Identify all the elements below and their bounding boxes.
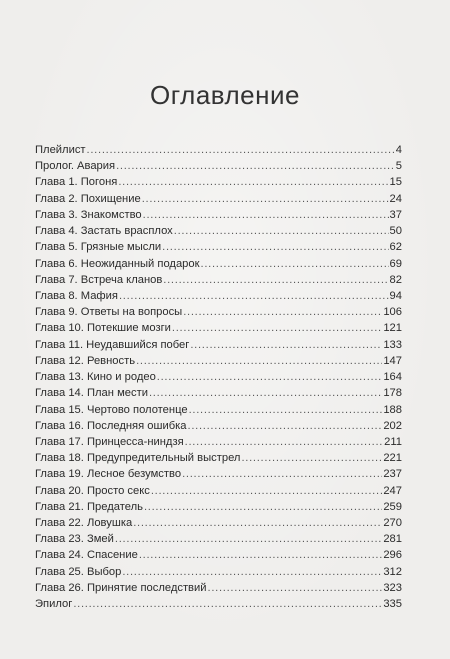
toc-entry <box>35 564 402 580</box>
toc-entry <box>35 580 402 596</box>
toc-dot-leader <box>201 256 389 272</box>
toc-entry <box>35 450 402 466</box>
toc-entry <box>35 174 402 190</box>
toc-entry-title: Глава 17. Принцесса-ниндзя <box>35 435 184 448</box>
toc-entry <box>35 288 402 304</box>
toc-entry-title: Глава 6. Неожиданный подарок <box>35 257 200 270</box>
toc-entry-title: Глава 2. Похищение <box>35 192 141 205</box>
toc-entry-page: 62 <box>389 241 402 254</box>
toc-entry <box>35 369 402 385</box>
toc-entry-page: 24 <box>389 192 402 205</box>
toc-entry-title: Глава 19. Лесное безумство <box>35 468 182 481</box>
toc-entry-page: 69 <box>389 257 402 270</box>
toc-entry-page: 133 <box>383 338 402 351</box>
toc-dot-leader <box>119 288 389 304</box>
toc-entry <box>35 191 402 207</box>
toc-entry-title: Глава 20. Просто секс <box>35 484 150 497</box>
toc-entry-title: Глава 10. Потекшие мозги <box>35 322 171 335</box>
toc-dot-leader <box>133 515 382 531</box>
toc-entry <box>35 483 402 499</box>
toc-dot-leader <box>115 531 382 547</box>
toc-entry <box>35 158 402 174</box>
toc-entry <box>35 515 402 531</box>
toc-entry-title: Глава 9. Ответы на вопросы <box>35 306 183 319</box>
toc-entry-page: 296 <box>383 549 402 562</box>
toc-dot-leader <box>143 207 389 223</box>
toc-entry-page: 106 <box>383 306 402 319</box>
toc-entry-page: 94 <box>389 289 402 302</box>
page-title: Оглавление <box>150 80 300 110</box>
toc-entry-title: Глава 5. Грязные мысли <box>35 241 162 254</box>
toc-entry <box>35 223 402 239</box>
toc-dot-leader <box>73 596 382 612</box>
toc-entry-title: Глава 21. Предатель <box>35 500 143 513</box>
toc-entry <box>35 142 402 158</box>
toc-entry-page: 270 <box>383 517 402 530</box>
toc-entry <box>35 353 402 369</box>
toc-entry-page: 211 <box>384 435 402 448</box>
toc-dot-leader <box>157 369 383 385</box>
toc-entry-page: 281 <box>383 533 402 546</box>
toc-entry <box>35 320 402 336</box>
toc-entry <box>35 434 402 450</box>
toc-dot-leader <box>208 580 383 596</box>
toc-dot-leader <box>142 191 389 207</box>
toc-dot-leader <box>118 174 388 190</box>
toc-entry-page: 259 <box>383 500 402 513</box>
toc-dot-leader <box>122 564 382 580</box>
toc-entry-title: Эпилог <box>35 598 73 611</box>
toc-entry <box>35 207 402 223</box>
toc-dot-leader <box>174 223 389 239</box>
toc-entry-title: Пролог. Авария <box>35 160 116 173</box>
toc-dot-leader <box>185 434 384 450</box>
toc-dot-leader <box>241 450 382 466</box>
toc-entry-page: 178 <box>383 387 402 400</box>
toc-entry-title: Глава 18. Предупредительный выстрел <box>35 452 241 465</box>
toc-entry-page: 312 <box>383 565 402 578</box>
toc-dot-leader <box>188 418 383 434</box>
toc-entry-title: Глава 15. Чертово полотенце <box>35 403 188 416</box>
toc-entry <box>35 418 402 434</box>
toc-entry-page: 323 <box>383 581 402 594</box>
toc-entry <box>35 239 402 255</box>
toc-entry-title: Глава 1. Погоня <box>35 176 118 189</box>
toc-dot-leader <box>182 466 382 482</box>
toc-entry-title: Глава 7. Встреча кланов <box>35 273 163 286</box>
toc-entry-page: 164 <box>383 371 402 384</box>
toc-entry-page: 5 <box>395 160 402 173</box>
toc-dot-leader <box>149 385 382 401</box>
toc-entry-title: Глава 14. План мести <box>35 387 148 400</box>
toc-entry-page: 188 <box>383 403 402 416</box>
toc-dot-leader <box>87 142 395 158</box>
toc-entry-title: Плейлист <box>35 144 86 156</box>
toc-entry-page: 121 <box>383 322 402 335</box>
toc-entry-title: Глава 16. Последняя ошибка <box>35 419 187 432</box>
toc-entry-title: Глава 23. Змей <box>35 533 114 546</box>
toc-entry-title: Глава 11. Неудавшийся побег <box>35 338 190 351</box>
toc-entry <box>35 499 402 515</box>
toc-entry-page: 247 <box>383 484 402 497</box>
toc-dot-leader <box>190 337 382 353</box>
toc-entry-page: 15 <box>389 176 402 189</box>
toc-entry <box>35 547 402 563</box>
toc-dot-leader <box>172 320 382 336</box>
toc-entry-page: 50 <box>389 225 402 238</box>
table-of-contents <box>35 142 402 612</box>
toc-entry-title: Глава 25. Выбор <box>35 565 122 578</box>
toc-entry-title: Глава 12. Ревность <box>35 354 136 367</box>
toc-entry-title: Глава 22. Ловушка <box>35 517 133 530</box>
toc-entry <box>35 402 402 418</box>
toc-dot-leader <box>151 483 383 499</box>
toc-entry-title: Глава 13. Кино и родео <box>35 371 156 384</box>
toc-dot-leader <box>136 353 382 369</box>
toc-dot-leader <box>139 547 383 563</box>
toc-entry <box>35 337 402 353</box>
toc-entry <box>35 596 402 612</box>
toc-entry-page: 4 <box>395 144 402 156</box>
toc-entry <box>35 304 402 320</box>
toc-dot-leader <box>189 402 383 418</box>
toc-entry-title: Глава 3. Знакомство <box>35 208 142 221</box>
toc-entry-title: Глава 8. Мафия <box>35 289 118 302</box>
toc-entry <box>35 256 402 272</box>
toc-entry-title: Глава 26. Принятие последствий <box>35 581 207 594</box>
toc-entry-page: 37 <box>389 208 402 221</box>
toc-dot-leader <box>116 158 395 174</box>
toc-entry-page: 202 <box>383 419 402 432</box>
toc-entry-page: 237 <box>383 468 402 481</box>
toc-entry <box>35 531 402 547</box>
toc-entry-page: 82 <box>389 273 402 286</box>
toc-entry <box>35 466 402 482</box>
toc-dot-leader <box>162 239 388 255</box>
toc-dot-leader <box>144 499 382 515</box>
toc-entry-page: 335 <box>383 598 402 611</box>
toc-entry <box>35 272 402 288</box>
toc-dot-leader <box>163 272 388 288</box>
toc-dot-leader <box>183 304 382 320</box>
toc-entry <box>35 385 402 401</box>
toc-entry-title: Глава 24. Спасение <box>35 549 138 562</box>
toc-entry-title: Глава 4. Застать врасплох <box>35 225 173 238</box>
toc-entry-page: 221 <box>383 452 402 465</box>
toc-entry-page: 147 <box>383 354 402 367</box>
